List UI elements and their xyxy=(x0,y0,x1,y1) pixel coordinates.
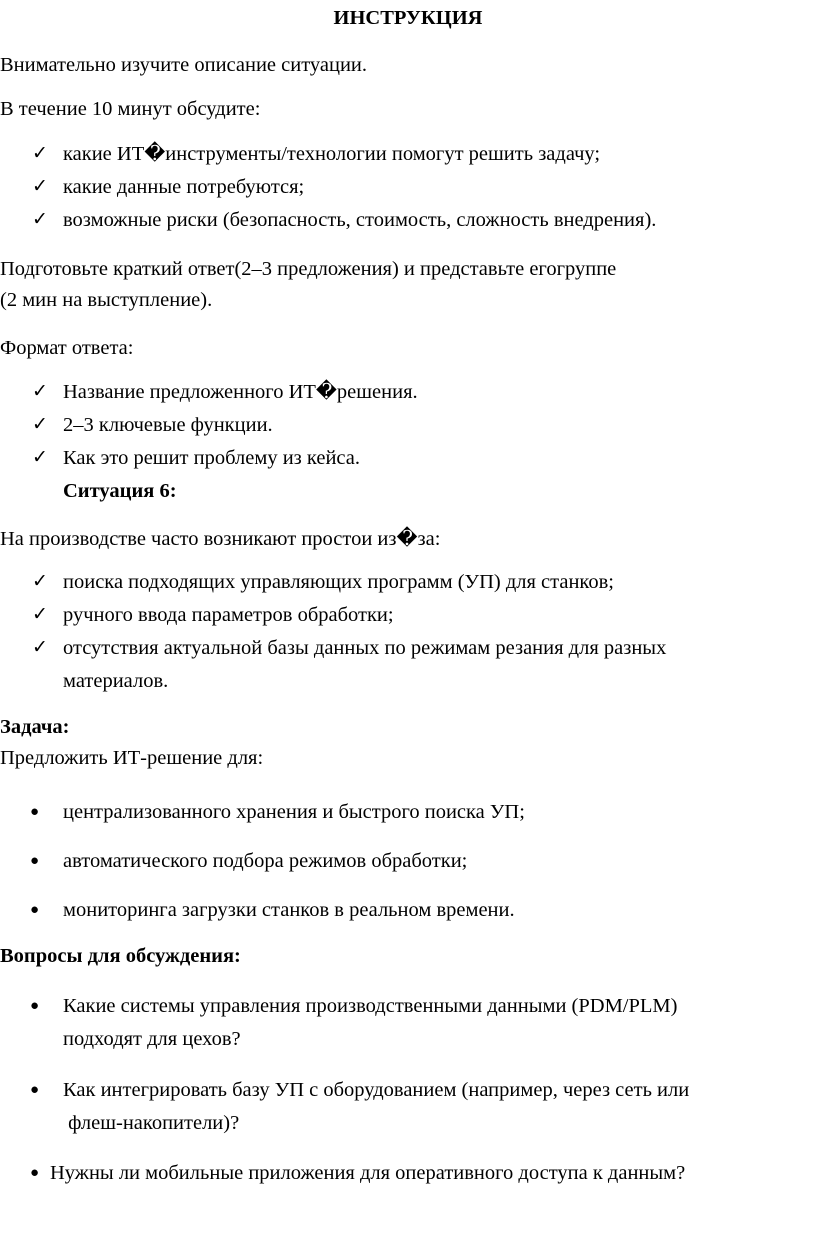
format-item-3: Как это решит проблему из кейса. xyxy=(63,447,360,469)
discuss-item-2: какие данные потребуются; xyxy=(63,176,305,198)
check-mark-icon: ✓ xyxy=(32,209,48,230)
bullet-dot-icon: ● xyxy=(30,1165,40,1181)
task-item-1: централизованного хранения и быстрого поиска УП; xyxy=(63,801,525,823)
situation-item-1: поиска подходящих управляющих программ (УП) для станков; xyxy=(63,571,614,593)
task-item-3: мониторинга загрузки станков в реальном времени. xyxy=(63,899,515,921)
situation-title: Ситуация 6: xyxy=(63,480,177,502)
format-label: Формат ответа: xyxy=(0,337,134,359)
check-mark-icon: ✓ xyxy=(32,604,48,625)
check-mark-icon: ✓ xyxy=(32,176,48,197)
check-mark-icon: ✓ xyxy=(32,381,48,402)
task-label: Задача: xyxy=(0,716,70,738)
intro-line-1: Внимательно изучите описание ситуации. xyxy=(0,54,368,76)
discuss-item-1: какие ИТ�инструменты/технологии помогут решить задачу; xyxy=(63,143,601,165)
question-1-line-2: подходят для цехов? xyxy=(63,1028,241,1050)
check-mark-icon: ✓ xyxy=(32,143,48,164)
situation-item-3: отсутствия актуальной базы данных по режимам резания для разных xyxy=(63,637,667,659)
situation-item-2: ручного ввода параметров обработки; xyxy=(63,604,394,626)
check-mark-icon: ✓ xyxy=(32,637,48,658)
format-item-1: Название предложенного ИТ�решения. xyxy=(63,381,418,403)
question-1-line-1: Какие системы управления производственными данными (PDM/PLM) xyxy=(63,995,678,1017)
bullet-dot-icon: ● xyxy=(30,1082,40,1098)
intro-line-2: В течение 10 минут обсудите: xyxy=(0,98,261,120)
format-item-2: 2–3 ключевые функции. xyxy=(63,414,273,436)
discuss-item-3: возможные риски (безопасность, стоимость, сложность внедрения). xyxy=(63,209,657,231)
check-mark-icon: ✓ xyxy=(32,447,48,468)
bullet-dot-icon: ● xyxy=(30,804,40,820)
check-mark-icon: ✓ xyxy=(32,571,48,592)
question-2-line-2: флеш-накопители)? xyxy=(63,1112,240,1134)
document-title: ИНСТРУКЦИЯ xyxy=(333,7,483,29)
situation-item-3-cont: материалов. xyxy=(63,670,169,692)
question-3: Нужны ли мобильные приложения для оперативного доступа к данным? xyxy=(50,1162,686,1184)
questions-label: Вопросы для обсуждения: xyxy=(0,945,241,967)
check-mark-icon: ✓ xyxy=(32,414,48,435)
question-2-line-1: Как интегрировать базу УП с оборудованием (например, через сеть или xyxy=(63,1079,690,1101)
bullet-dot-icon: ● xyxy=(30,853,40,869)
task-item-2: автоматического подбора режимов обработки; xyxy=(63,850,468,872)
bullet-dot-icon: ● xyxy=(30,998,40,1014)
situation-intro: На производстве часто возникают простои из�за: xyxy=(0,528,441,550)
task-intro: Предложить ИТ-решение для: xyxy=(0,747,264,769)
prepare-line-1: Подготовьте краткий ответ(2–3 предложения) и представьте егогруппе xyxy=(0,258,617,280)
bullet-dot-icon: ● xyxy=(30,902,40,918)
prepare-line-2: (2 мин на выступление). xyxy=(0,289,213,311)
